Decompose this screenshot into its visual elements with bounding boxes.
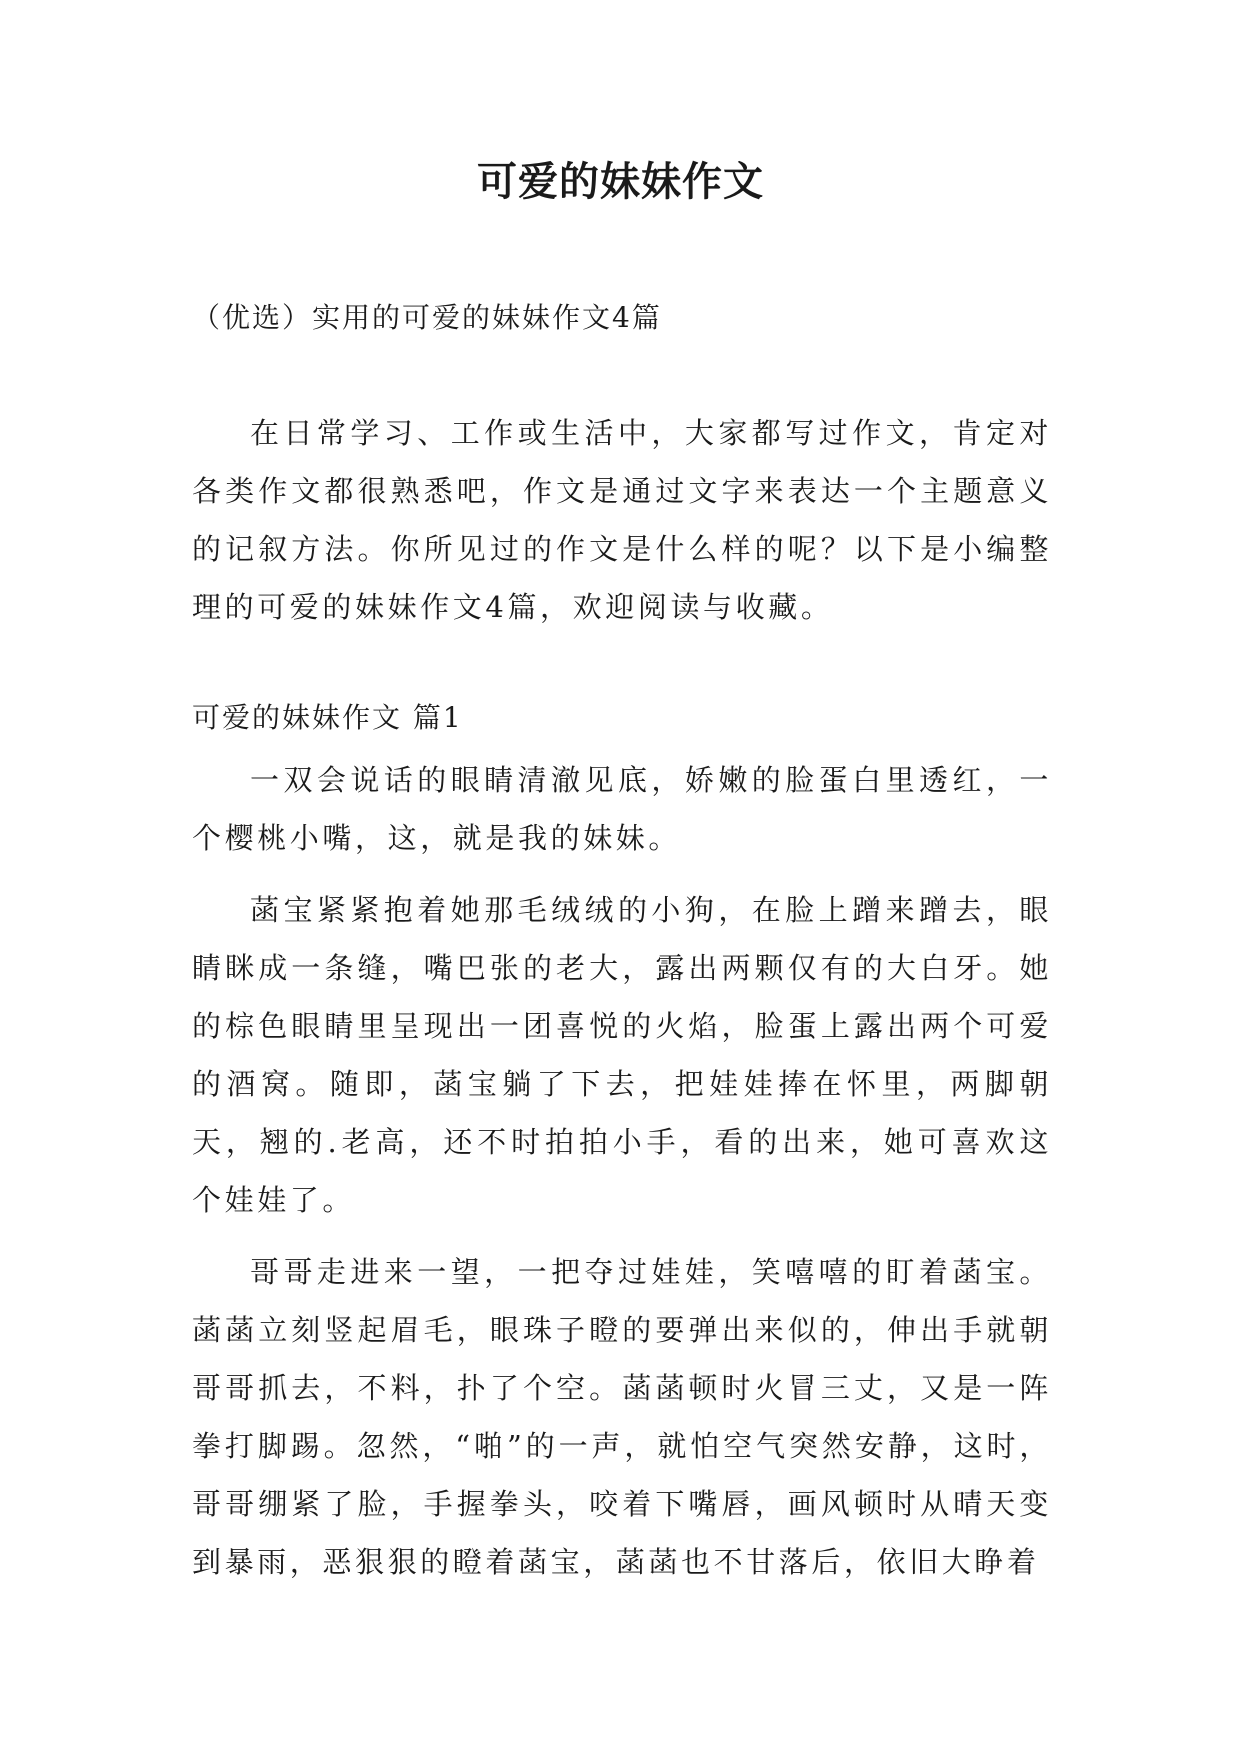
article-paragraph: 菡宝紧紧抱着她那毛绒绒的小狗，在脸上蹭来蹭去，眼睛眯成一条缝，嘴巴张的老大，露出两颗仅有的大白牙。她的棕色眼睛里呈现出一团喜悦的火焰，脸蛋上露出两个可爱的酒窝。随即，菡宝躺了下去，把娃娃捧在怀里，两脚朝天，翘的.老高，还不时拍拍小手，看的出来，她可喜欢这个娃娃了。 xyxy=(192,893,1052,1217)
document-title: 可爱的妹妹作文 xyxy=(477,159,764,205)
section-heading: 可爱的妹妹作文 篇1 xyxy=(192,701,463,734)
article-paragraph: 哥哥走进来一望，一把夺过娃娃，笑嘻嘻的盯着菡宝。菡菡立刻竖起眉毛，眼珠子瞪的要弹出来似的，伸出手就朝哥哥抓去，不料，扑了个空。菡菡顿时火冒三丈，又是一阵拳打脚踢。忽然，“啪”的一声，就怕空气突然安静，这时，哥哥绷紧了脸，手握拳头，咬着下嘴唇，画风顿时从晴天变到暴雨，恶狠狠的瞪着菡宝，菡菡也不甘落后，依旧大睁着 xyxy=(192,1255,1052,1579)
article-paragraph: 一双会说话的眼睛清澈见底，娇嫩的脸蛋白里透红，一个樱桃小嘴，这，就是我的妹妹。 xyxy=(192,763,1052,855)
article-body xyxy=(192,751,1052,1605)
intro-paragraph: 在日常学习、工作或生活中，大家都写过作文，肯定对各类作文都很熟悉吧，作文是通过文字来表达一个主题意义的记叙方法。你所见过的作文是什么样的呢？以下是小编整理的可爱的妹妹作文4篇，欢迎阅读与收藏。 xyxy=(192,416,1052,624)
document-subtitle: （优选）实用的可爱的妹妹作文4篇 xyxy=(192,301,662,334)
intro-block xyxy=(192,404,1052,636)
